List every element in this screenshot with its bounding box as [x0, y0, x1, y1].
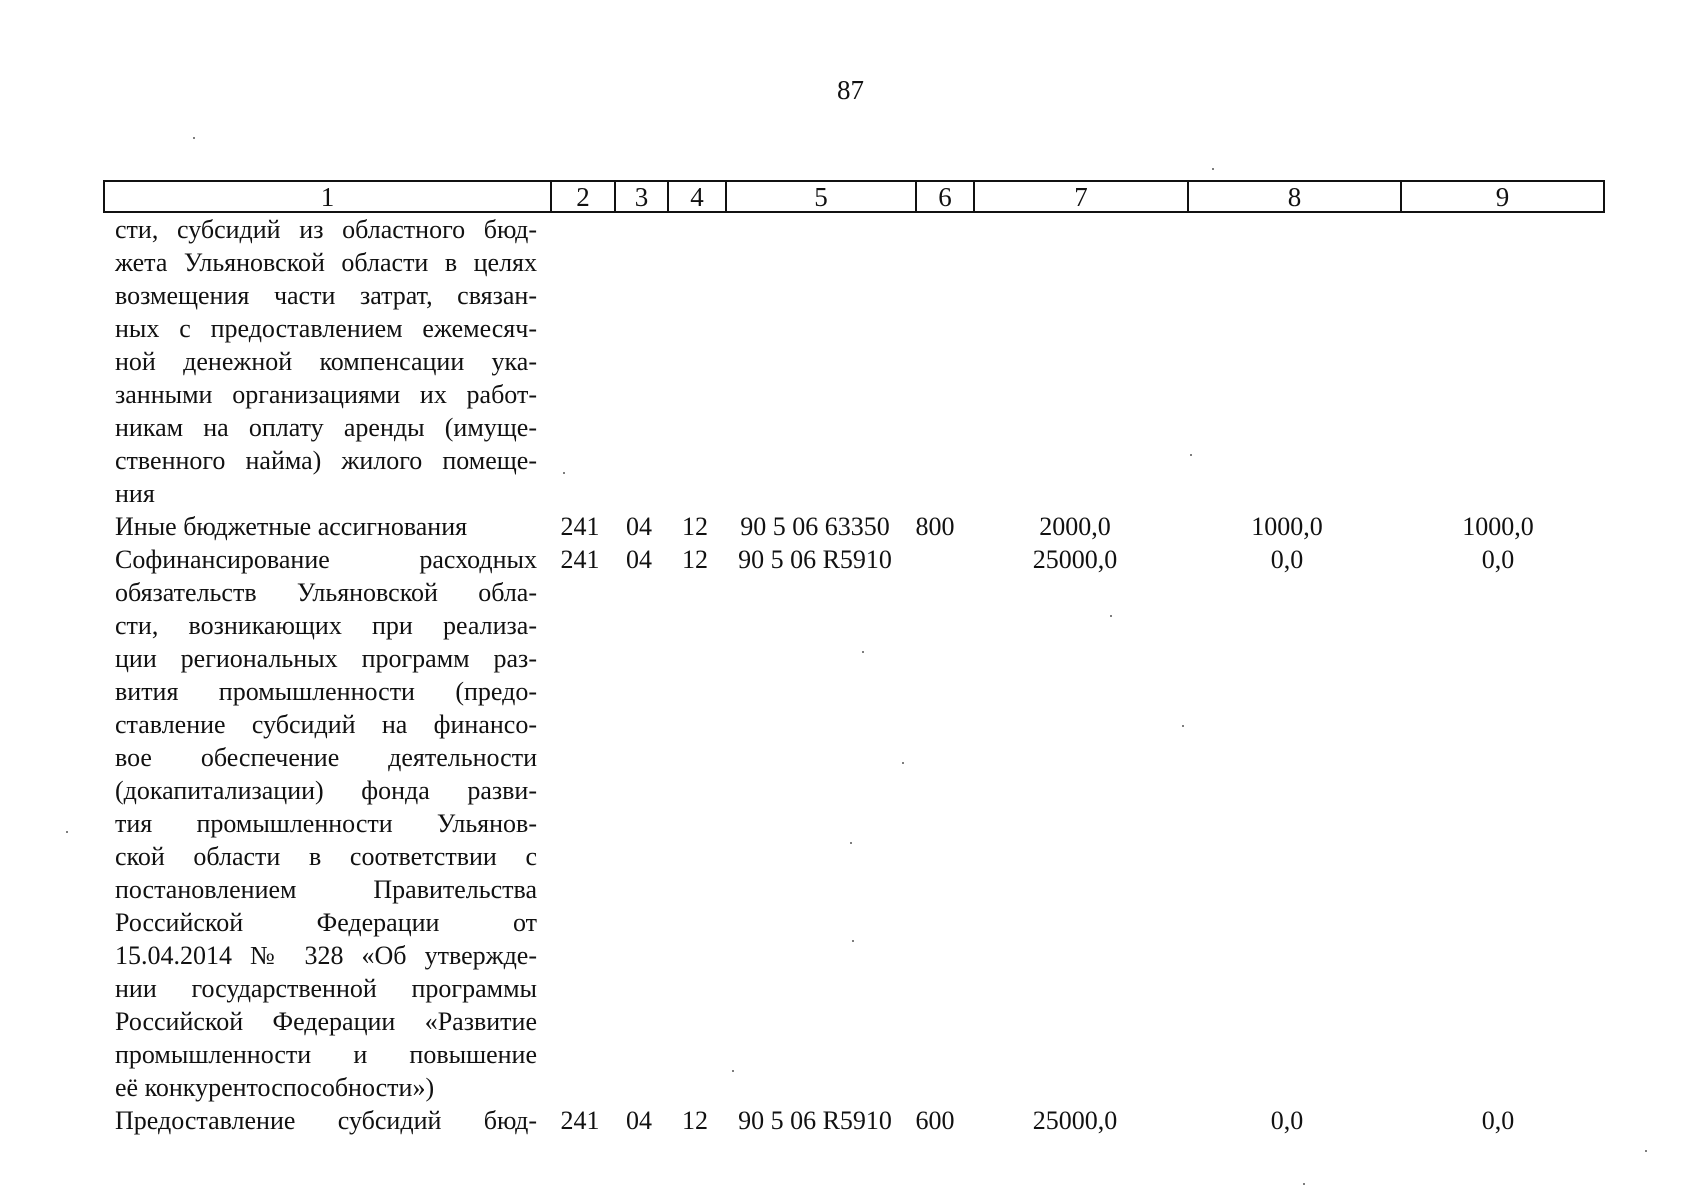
- header-col-1: 1: [105, 182, 552, 211]
- cell-col-9: 1000,0: [1462, 512, 1534, 541]
- desc-line: Предоставление субсидий бюд-: [115, 1106, 537, 1135]
- desc-line: сти, возникающих при реализа-: [115, 611, 537, 640]
- header-col-3: 3: [616, 182, 669, 211]
- desc-line: ставление субсидий на финансо-: [115, 710, 537, 739]
- page-number: 87: [837, 75, 864, 105]
- header-col-4: 4: [669, 182, 727, 211]
- cell-col-3: 04: [626, 512, 652, 541]
- scan-speck: [1110, 615, 1112, 617]
- desc-line: вое обеспечение деятельности: [115, 743, 537, 772]
- desc-line: постановлением Правительства: [115, 875, 537, 904]
- cell-col-5: 90 5 06 63350: [740, 512, 890, 541]
- scan-speck: [1645, 1150, 1647, 1152]
- cell-col-2: 241: [560, 1106, 600, 1135]
- row-description: [115, 510, 537, 543]
- cell-col-3: 04: [626, 1106, 652, 1135]
- cell-col-6: 800: [915, 512, 955, 541]
- cell-col-4: 12: [682, 512, 708, 541]
- desc-line: 15.04.2014 № 328 «Об утвержде-: [115, 941, 537, 970]
- desc-line: ния: [115, 479, 155, 508]
- cell-col-6: 600: [915, 1106, 955, 1135]
- cell-col-3: 04: [626, 545, 652, 574]
- desc-line: ной денежной компенсации ука-: [115, 347, 537, 376]
- scan-speck: [1212, 168, 1214, 170]
- scan-speck: [1182, 725, 1184, 727]
- scan-speck: [862, 651, 864, 653]
- scan-speck: [1303, 1183, 1305, 1185]
- cell-col-9: 0,0: [1481, 1106, 1515, 1135]
- desc-line: вития промышленности (предо-: [115, 677, 537, 706]
- cell-col-4: 12: [682, 1106, 708, 1135]
- cell-col-2: 241: [560, 512, 600, 541]
- cell-col-7: 2000,0: [1039, 512, 1111, 541]
- cell-col-4: 12: [682, 545, 708, 574]
- desc-line: промышленности и повышение: [115, 1040, 537, 1069]
- scan-speck: [563, 472, 565, 474]
- header-col-9: 9: [1495, 182, 1510, 212]
- cell-col-7: 25000,0: [1032, 1106, 1118, 1135]
- desc-line: её конкурентоспособности»): [115, 1073, 435, 1102]
- desc-line: занными организациями их работ-: [115, 380, 537, 409]
- cell-col-8: 0,0: [1270, 1106, 1304, 1135]
- scan-speck: [852, 940, 854, 942]
- table-header-row: [103, 180, 1605, 213]
- cell-col-5: 90 5 06 R5910: [738, 545, 892, 574]
- header-col-5: 5: [727, 182, 917, 211]
- desc-line: жета Ульяновской области в целях: [115, 248, 537, 277]
- desc-line: возмещения части затрат, связан-: [115, 281, 537, 310]
- cell-col-8: 1000,0: [1251, 512, 1323, 541]
- desc-line: ской области в соответствии с: [115, 842, 537, 871]
- desc-line: тия промышленности Ульянов-: [115, 809, 537, 838]
- row-description: [115, 213, 537, 510]
- header-col-8: 8: [1189, 182, 1402, 211]
- header-col-7: 7: [975, 182, 1189, 211]
- desc-line: (докапитализации) фонда разви-: [115, 776, 537, 805]
- desc-line: ственного найма) жилого помеще-: [115, 446, 537, 475]
- desc-line: обязательств Ульяновской обла-: [115, 578, 537, 607]
- header-col-2: 2: [552, 182, 616, 211]
- cell-col-5: 90 5 06 R5910: [738, 1106, 892, 1135]
- row-description: [115, 1104, 537, 1137]
- desc-line: нии государственной программы: [115, 974, 537, 1003]
- desc-line: ции региональных программ раз-: [115, 644, 537, 673]
- scan-speck: [193, 137, 195, 139]
- desc-line: никам на оплату аренды (имуще-: [115, 413, 537, 442]
- cell-col-8: 0,0: [1270, 545, 1304, 574]
- desc-line: Российской Федерации от: [115, 908, 537, 937]
- cell-col-2: 241: [560, 545, 600, 574]
- desc-line: сти, субсидий из областного бюд-: [115, 215, 537, 244]
- scan-speck: [732, 1070, 734, 1072]
- cell-col-9: 0,0: [1481, 545, 1515, 574]
- scan-speck: [902, 762, 904, 764]
- row-description: [115, 543, 537, 1104]
- desc-line: ных с предоставлением ежемесяч-: [115, 314, 537, 343]
- cell-col-7: 25000,0: [1032, 545, 1118, 574]
- desc-line: Российской Федерации «Развитие: [115, 1007, 537, 1036]
- desc-line: Иные бюджетные ассигнования: [115, 512, 468, 541]
- header-col-6: 6: [917, 182, 975, 211]
- scan-speck: [66, 831, 68, 833]
- scan-speck: [1190, 454, 1192, 456]
- scan-speck: [850, 842, 852, 844]
- desc-line: Софинансирование расходных: [115, 545, 537, 574]
